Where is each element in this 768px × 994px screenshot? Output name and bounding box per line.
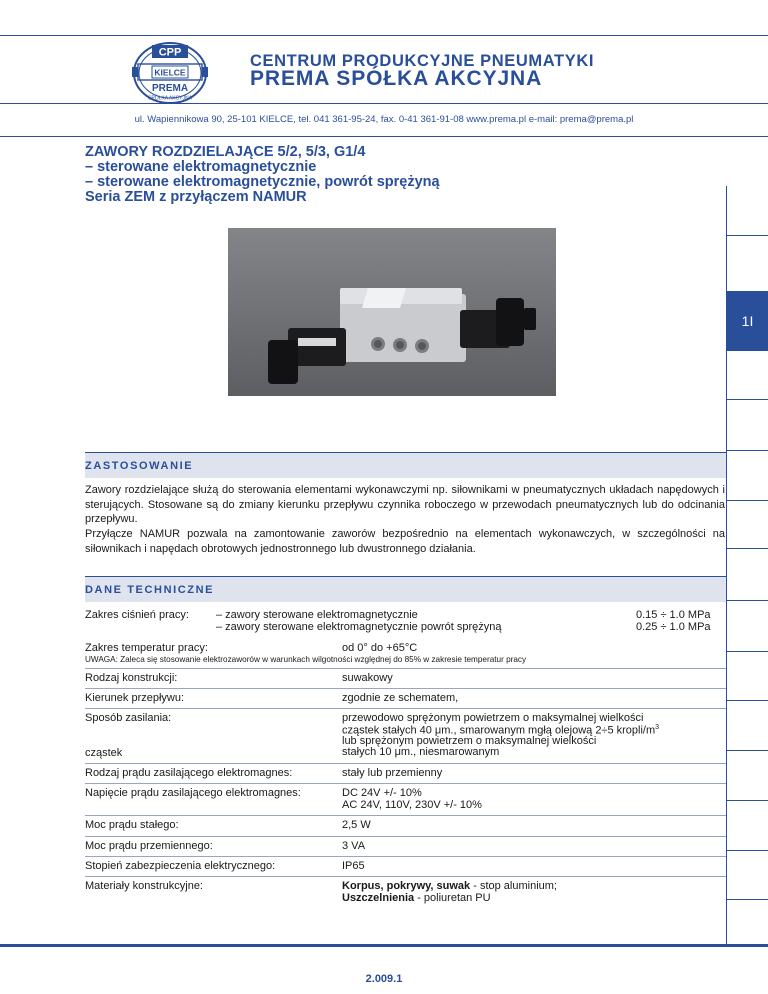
product-photo xyxy=(228,228,556,396)
spec-value-supply-line4: stałych 10 μm., niesmarowanym xyxy=(342,746,500,758)
spec-label-flow-direction: Kierunek przepływu: xyxy=(85,692,185,704)
spec-label-current-type: Rodzaj prądu zasilającego elektromagnes: xyxy=(85,767,293,779)
row-divider xyxy=(85,783,726,784)
spec-label-dc-power: Moc prądu stałego: xyxy=(85,819,179,831)
side-divider xyxy=(726,850,768,851)
row-divider xyxy=(85,688,726,689)
section-heading-text: DANE TECHNICZNE xyxy=(85,584,215,596)
spec-label-construction: Rodzaj konstrukcji: xyxy=(85,672,178,684)
pressure-value-2: 0.25 ÷ 1.0 MPa xyxy=(636,621,711,633)
prema-logo xyxy=(130,40,210,106)
pressure-item-1: – zawory sterowane elektromagnetycznie xyxy=(216,609,418,621)
spec-value-flow-direction: zgodnie ze schematem, xyxy=(342,692,459,704)
temperature-label: Zakres temperatur pracy: xyxy=(85,642,208,654)
spec-value-ac-power: 3 VA xyxy=(342,840,366,852)
section-heading-text: ZASTOSOWANIE xyxy=(85,460,194,472)
page-code: 2.009.1 xyxy=(365,973,403,985)
spec-value-materials-line2 xyxy=(342,892,491,904)
product-title-line3: – sterowane elektromagnetycznie, powrót sprężyną xyxy=(85,174,440,190)
side-divider xyxy=(726,651,768,652)
material-body-value: - stop aluminium; xyxy=(470,880,557,892)
product-title-line2: – sterowane elektromagnetycznie xyxy=(85,159,317,175)
company-name-line1: CENTRUM PRODUKCYJNE PNEUMATYKI xyxy=(250,52,595,70)
spec-value-supply-line3: lub sprężonym powietrzem o maksymalnej wielkości xyxy=(342,735,597,747)
row-divider xyxy=(85,815,726,816)
spec-label-ac-power: Moc prądu przemiennego: xyxy=(85,840,213,852)
temperature-value: od 0° do +65°C xyxy=(342,642,418,654)
logo-cpp-text: CPP xyxy=(158,46,182,59)
side-divider xyxy=(726,600,768,601)
side-divider xyxy=(726,899,768,900)
spec-label-materials: Materiały konstrukcyjne: xyxy=(85,880,203,892)
unit-superscript: 3 xyxy=(655,724,660,731)
row-divider xyxy=(85,763,726,764)
spec-value-construction: suwakowy xyxy=(342,672,393,684)
spec-value-supply-line2-text: cząstek stałych 40 μm., smarowanym mgłą olejową 2÷5 kropli/m xyxy=(342,724,656,737)
row-divider xyxy=(85,668,726,669)
side-divider xyxy=(726,750,768,751)
spec-label-protection: Stopień zabezpieczenia elektrycznego: xyxy=(85,860,276,872)
side-divider xyxy=(726,700,768,701)
spec-value-dc-power: 2,5 W xyxy=(342,819,371,831)
spec-label-voltage: Napięcie prądu zasilającego elektromagnes: xyxy=(85,787,301,799)
side-divider xyxy=(726,450,768,451)
section-tab-1i: 1I xyxy=(727,291,768,350)
side-divider xyxy=(726,548,768,549)
top-rule xyxy=(0,35,768,36)
product-title-line1: ZAWORY ROZDZIELAJĄCE 5/2, 5/3, G1/4 xyxy=(85,144,366,160)
spec-value-protection: IP65 xyxy=(342,860,365,872)
spec-label-supply: Sposób zasilania: xyxy=(85,712,172,724)
row-divider xyxy=(85,856,726,857)
product-title-line4: Seria ZEM z przyłączem NAMUR xyxy=(85,189,307,205)
spec-value-voltage-dc: DC 24V +/- 10% xyxy=(342,787,422,799)
spec-value-current-type: stały lub przemienny xyxy=(342,767,443,779)
side-divider xyxy=(726,800,768,801)
company-name-line2: PREMA SPÓŁKA AKCYJNA xyxy=(250,67,543,90)
row-divider xyxy=(85,708,726,709)
valve-illustration xyxy=(228,228,556,396)
row-divider xyxy=(85,836,726,837)
material-body-label: Korpus, pokrywy, suwak xyxy=(342,880,471,892)
spec-value-voltage-ac: AC 24V, 110V, 230V +/- 10% xyxy=(342,799,482,811)
section-heading-zastosowanie xyxy=(85,452,726,478)
side-divider xyxy=(726,235,768,236)
company-address: ul. Wapiennikowa 90, 25-101 KIELCE, tel. 041 361-95-24, fax. 0-41 361-91-08 www.prema.pl e-mail: prema@prema.pl xyxy=(134,114,634,125)
pressure-label: Zakres ciśnień pracy: xyxy=(85,609,189,621)
material-seal-value: - poliuretan PU xyxy=(414,892,491,904)
side-divider xyxy=(726,500,768,501)
spec-value-supply-line1: przewodowo sprężonym powietrzem o maksymalnej wielkości xyxy=(342,712,644,724)
pressure-item-2: – zawory sterowane elektromagnetycznie powrót sprężyną xyxy=(216,621,502,633)
spec-label-supply-cont: cząstek xyxy=(85,747,123,759)
material-seal-label: Uszczelnienia xyxy=(342,892,415,904)
side-divider xyxy=(726,399,768,400)
logo-kielce-text: KIELCE xyxy=(154,67,186,78)
title-rule xyxy=(0,136,768,137)
humidity-note: UWAGA: Zaleca się stosowanie elektrozaworów w warunkach wilgotności względnej do 85% w zakresie temperatur pracy xyxy=(85,655,527,664)
usage-paragraph-1: Zawory rozdzielające służą do sterowania elementami wykonawczymi np. siłownikami w pneumatycznych układach napędowych i sterujących. Stosowane są do zmiany kierunku przepływu czynnika roboczego w przewodach pneumatycznych lub do odcinania przepływu. xyxy=(85,484,725,525)
side-divider xyxy=(726,350,768,351)
spec-value-materials-line1 xyxy=(342,880,557,892)
row-divider xyxy=(85,876,726,877)
pressure-value-1: 0.15 ÷ 1.0 MPa xyxy=(636,609,711,621)
footer-rule xyxy=(0,944,768,947)
logo-prema-text: PREMA xyxy=(151,83,189,94)
usage-paragraph-2: Przyłącze NAMUR pozwala na zamontowanie zaworów bezpośrednio na elementach wykonawczych, w szczególności na siłownikach i napędach obrotowych jednostronnego lub dwustronnego działania. xyxy=(85,528,725,555)
logo-ring-text: SPÓŁKA AKCYJNA xyxy=(148,95,192,102)
section-heading-dane-techniczne xyxy=(85,576,726,602)
header-rule xyxy=(0,103,768,104)
